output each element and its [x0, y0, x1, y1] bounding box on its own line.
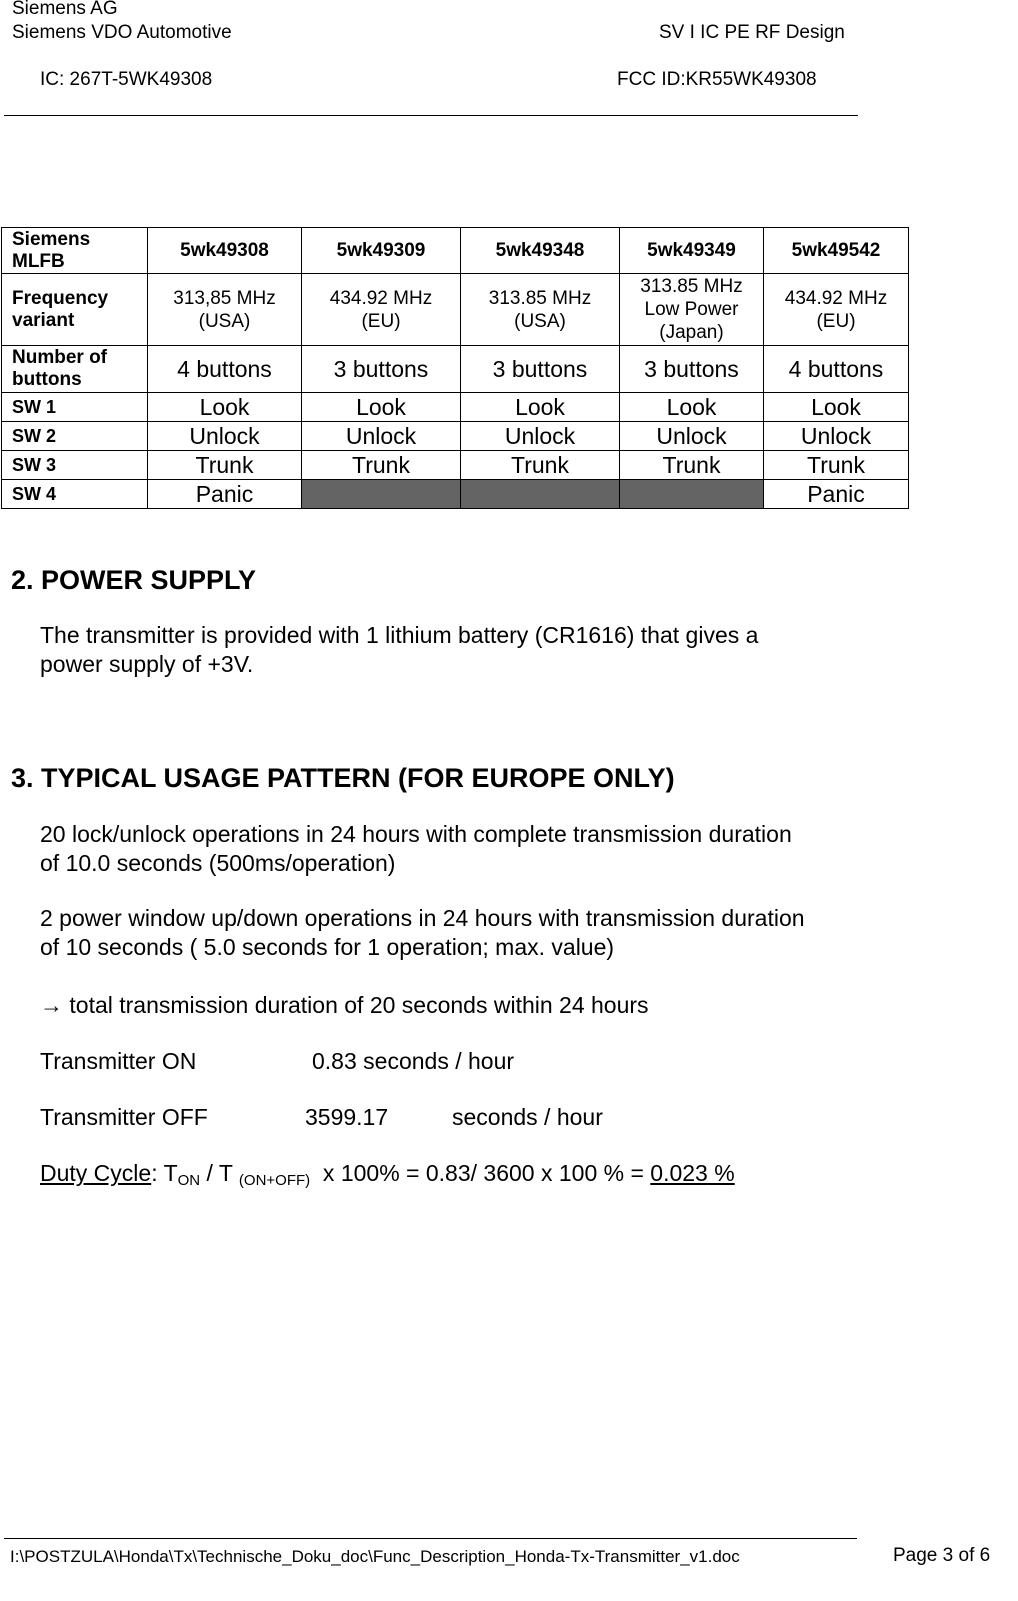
duty-cycle-formula: Duty Cycle: $T_{ON}$ / T $_{(ON+OFF)}$ x 100% = 0.83/ 3600 x 100 % = 0.023 %: [40, 1160, 735, 1189]
transmitter-off-label: Transmitter OFF: [40, 1104, 208, 1130]
table-cell: Trunk: [620, 451, 764, 480]
table-cell: 313.85 MHz Low Power (Japan): [620, 274, 764, 346]
duty-cycle-result: 0.023: [650, 1160, 708, 1186]
table-row-buttons: [2, 346, 909, 393]
table-cell: Trunk: [148, 451, 302, 480]
transmitter-on-label: Transmitter ON: [40, 1048, 197, 1074]
column-header: 5wk49542: [764, 228, 909, 274]
transmitter-off-value: 3599.17: [305, 1104, 389, 1130]
table-cell: Panic: [764, 480, 909, 509]
table-cell: 4 buttons: [148, 346, 302, 393]
table-cell: Trunk: [302, 451, 461, 480]
table-cell-empty: [302, 480, 461, 509]
total-duration-line: → total transmission duration of 20 seconds within 24 hours: [40, 992, 649, 1018]
table-row-sw1: [2, 393, 909, 422]
column-header: 5wk49309: [302, 228, 461, 274]
section-heading-power-supply: 2. POWER SUPPLY: [11, 565, 257, 595]
table-cell: Look: [764, 393, 909, 422]
table-cell: Unlock: [302, 422, 461, 451]
table-cell: Look: [302, 393, 461, 422]
usage-paragraph-1-line-1: 20 lock/unlock operations in 24 hours with complete transmission duration: [40, 821, 792, 847]
table-cell: Trunk: [764, 451, 909, 480]
table-row-label: Frequency variant: [2, 274, 148, 346]
table-cell-empty: [461, 480, 620, 509]
table-cell: 434.92 MHz (EU): [764, 274, 909, 346]
table-header-row: [2, 228, 909, 274]
table-cell: Look: [620, 393, 764, 422]
department-name: SV I IC PE RF Design: [659, 22, 845, 43]
division-name: Siemens VDO Automotive: [12, 22, 232, 43]
power-supply-line-2: power supply of +3V.: [40, 651, 254, 677]
table-cell: 4 buttons: [764, 346, 909, 393]
table-row-sw4: [2, 480, 909, 509]
table-cell: Trunk: [461, 451, 620, 480]
table-cell: Unlock: [461, 422, 620, 451]
page-number: Page 3 of 6: [893, 1545, 991, 1566]
usage-paragraph-2-line-2: of 10 seconds ( 5.0 seconds for 1 operation; max. value): [40, 934, 615, 960]
column-header: 5wk49308: [148, 228, 302, 274]
column-header: 5wk49349: [620, 228, 764, 274]
table-row-label: Number of buttons: [2, 346, 148, 393]
table-cell: 3 buttons: [302, 346, 461, 393]
table-row-sw3: [2, 451, 909, 480]
table-row-label: Siemens MLFB: [2, 228, 148, 274]
duty-cycle-label: Duty Cycle: [40, 1160, 152, 1186]
table-row-label: SW 2: [2, 422, 148, 451]
table-cell: Look: [461, 393, 620, 422]
table-row-label: SW 1: [2, 393, 148, 422]
fcc-id: FCC ID:KR55WK49308: [617, 69, 817, 90]
table-cell: 434.92 MHz (EU): [302, 274, 461, 346]
table-cell: 3 buttons: [620, 346, 764, 393]
model-spec-table: [1, 227, 909, 509]
header-divider: [4, 115, 858, 116]
table-cell: 3 buttons: [461, 346, 620, 393]
table-row-sw2: [2, 422, 909, 451]
table-cell: Panic: [148, 480, 302, 509]
table-cell: Unlock: [148, 422, 302, 451]
transmitter-off-unit: seconds / hour: [452, 1104, 603, 1130]
power-supply-line-1: The transmitter is provided with 1 lithium battery (CR1616) that gives a: [40, 622, 759, 648]
table-cell-empty: [620, 480, 764, 509]
usage-paragraph-2-line-1: 2 power window up/down operations in 24 hours with transmission duration: [40, 905, 805, 931]
transmitter-on-value: 0.83 seconds / hour: [312, 1048, 515, 1074]
usage-paragraph-1-line-2: of 10.0 seconds (500ms/operation): [40, 850, 396, 876]
table-row-frequency: [2, 274, 909, 346]
table-row-label: SW 3: [2, 451, 148, 480]
column-header: 5wk49348: [461, 228, 620, 274]
table-cell: 313,85 MHz (USA): [148, 274, 302, 346]
table-cell: 313.85 MHz (USA): [461, 274, 620, 346]
footer-divider: [4, 1538, 857, 1539]
company-name: Siemens AG: [12, 0, 118, 19]
table-cell: Unlock: [620, 422, 764, 451]
table-cell: Look: [148, 393, 302, 422]
table-row-label: SW 4: [2, 480, 148, 509]
section-heading-usage-pattern: 3. TYPICAL USAGE PATTERN (FOR EUROPE ONLY): [11, 763, 675, 793]
table-cell: Unlock: [764, 422, 909, 451]
document-path: I:\POSTZULA\Honda\Tx\Technische_Doku_doc\Func_Description_Honda-Tx-Transmitter_v1.doc: [10, 1547, 740, 1566]
ic-number: IC: 267T-5WK49308: [40, 69, 213, 90]
